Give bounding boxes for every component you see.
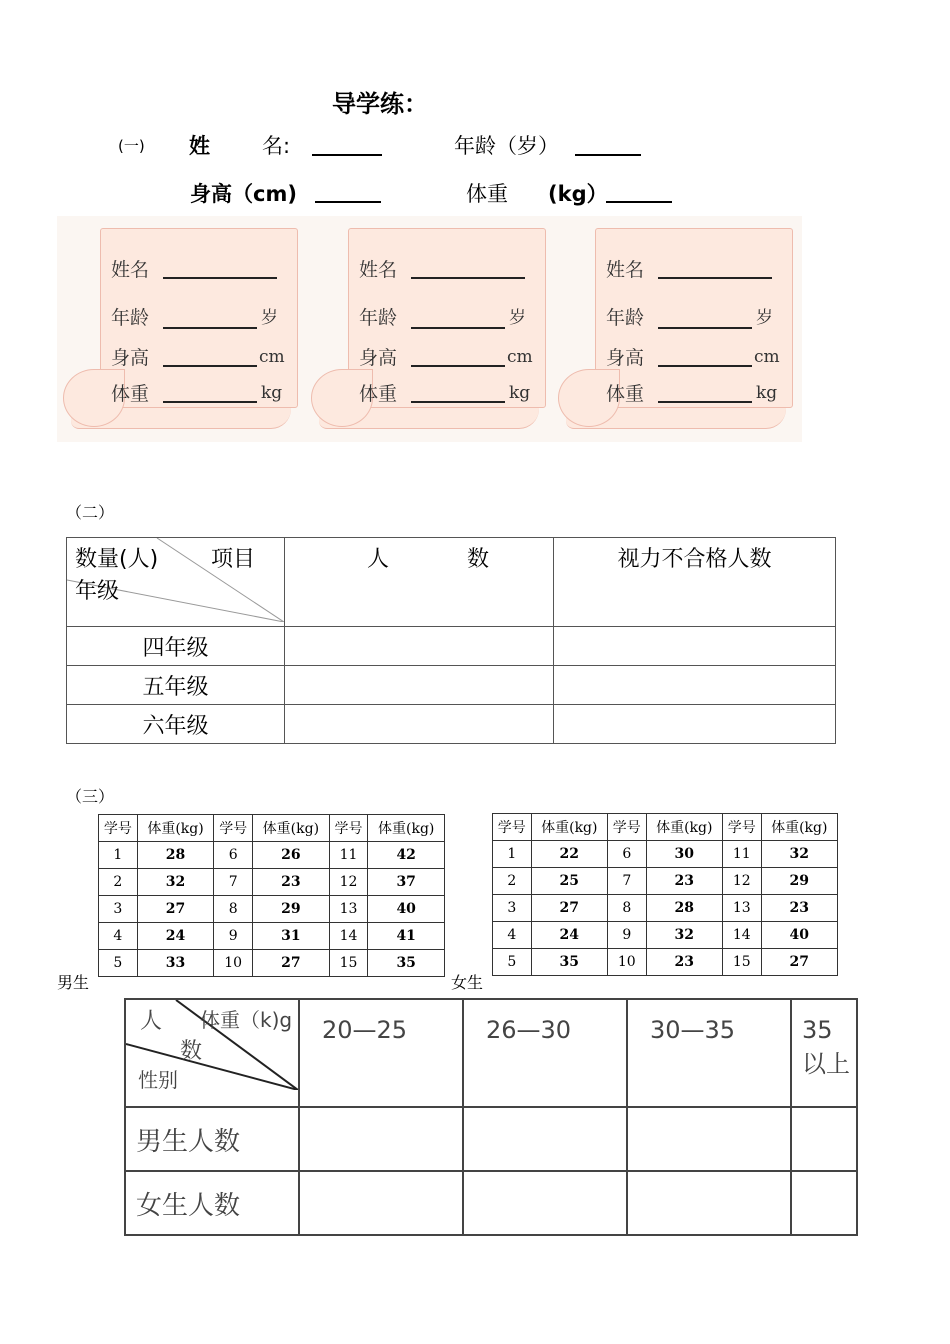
id-cell: 3 (99, 896, 138, 923)
vision-fail-header: 视力不合格人数 (554, 538, 836, 627)
id-cell: 10 (214, 950, 253, 977)
weight-cell: 23 (761, 895, 837, 922)
header-weight: 体重(kg) (761, 814, 837, 841)
id-cell: 1 (99, 842, 138, 869)
card-age-unit: 岁 (756, 308, 773, 328)
card-weight-line[interactable] (411, 401, 505, 403)
card-age-label: 年龄 (111, 307, 150, 329)
card-age-line[interactable] (411, 327, 505, 329)
header-id: 学号 (722, 814, 761, 841)
card-age-line[interactable] (163, 327, 257, 329)
range-header: 35 以上 (791, 999, 857, 1107)
people-count-cell[interactable] (285, 705, 554, 744)
card-name-label: 姓名 (606, 259, 645, 281)
name-blank[interactable] (312, 136, 382, 156)
id-cell: 12 (329, 869, 368, 896)
weight-cell: 28 (646, 895, 722, 922)
weight-summary-table (124, 998, 858, 1236)
weight-cell: 40 (368, 896, 445, 923)
weight-cell: 27 (253, 950, 330, 977)
table-row (99, 923, 445, 950)
card-name-line[interactable] (411, 277, 525, 279)
id-cell: 6 (607, 841, 646, 868)
card-height-line[interactable] (163, 365, 257, 367)
section3-label: （三） (66, 787, 115, 806)
table-row (99, 842, 445, 869)
weight-cell: 32 (646, 922, 722, 949)
weight-cell: 26 (253, 842, 330, 869)
id-cell: 11 (329, 842, 368, 869)
people-count-cell[interactable] (285, 627, 554, 666)
people-count-header (285, 538, 554, 627)
id-cell: 4 (493, 922, 532, 949)
id-cell: 2 (493, 868, 532, 895)
count-cell[interactable] (299, 1107, 463, 1171)
weight-cell: 41 (368, 923, 445, 950)
corner-quantity-label: 数量(人) (75, 547, 159, 572)
count-cell[interactable] (791, 1107, 857, 1171)
corner-people-label: 人 (140, 1009, 163, 1034)
card-height-unit: cm (259, 347, 285, 367)
card-weight-label: 体重 (606, 383, 645, 405)
weight-cell: 29 (253, 896, 330, 923)
id-cell: 5 (493, 949, 532, 976)
card-height-unit: cm (754, 347, 780, 367)
people-header-char2: 数 (467, 547, 490, 572)
weight-cell: 23 (253, 869, 330, 896)
range-header: 26—30 (463, 999, 627, 1107)
table-header-row (99, 815, 445, 842)
count-cell[interactable] (627, 1107, 791, 1171)
weight-cell: 27 (761, 949, 837, 976)
weight-cell: 24 (137, 923, 214, 950)
header-id: 学号 (99, 815, 138, 842)
header-id: 学号 (607, 814, 646, 841)
grade-row-label: 四年级 (67, 627, 285, 666)
weight-blank[interactable] (606, 183, 672, 203)
card-name-label: 姓名 (359, 259, 398, 281)
age-label: 年龄（岁） (454, 134, 559, 158)
weight-cell: 28 (137, 842, 214, 869)
table-row (99, 869, 445, 896)
weight-cell: 23 (646, 868, 722, 895)
id-cell: 15 (722, 949, 761, 976)
card-weight-label: 体重 (111, 383, 150, 405)
id-cell: 13 (722, 895, 761, 922)
name-label-char2: 名: (262, 134, 291, 158)
table-row (493, 949, 838, 976)
id-cell: 15 (329, 950, 368, 977)
weight-label: 体重 (466, 182, 508, 206)
id-cell: 8 (214, 896, 253, 923)
vision-fail-cell[interactable] (554, 666, 836, 705)
boys-count-label: 男生人数 (125, 1107, 299, 1171)
id-cell: 4 (99, 923, 138, 950)
info-card-1 (100, 228, 298, 408)
weight-unit-label: (kg） (548, 182, 608, 206)
corner-item-label: 项目 (211, 547, 256, 572)
range-header: 20—25 (299, 999, 463, 1107)
id-cell: 14 (722, 922, 761, 949)
boys-weight-table (98, 814, 445, 977)
section2-label: （二） (66, 503, 115, 522)
id-cell: 7 (607, 868, 646, 895)
weight-cell: 31 (253, 923, 330, 950)
id-cell: 14 (329, 923, 368, 950)
grade-row-label: 六年级 (67, 705, 285, 744)
card-weight-line[interactable] (658, 401, 752, 403)
weight-cell: 32 (137, 869, 214, 896)
table-row (493, 922, 838, 949)
section1-label: (一) (118, 137, 145, 155)
girls-label: 女生 (451, 973, 484, 992)
id-cell: 9 (607, 922, 646, 949)
id-cell: 7 (214, 869, 253, 896)
count-cell[interactable] (791, 1171, 857, 1235)
name-field-label (189, 130, 210, 160)
count-cell[interactable] (627, 1171, 791, 1235)
people-header-char1: 人 (367, 547, 390, 572)
weight-cell: 42 (368, 842, 445, 869)
id-cell: 10 (607, 949, 646, 976)
count-cell[interactable] (299, 1171, 463, 1235)
age-blank[interactable] (575, 136, 641, 156)
corner-weight-label: 体重（k)g (200, 1008, 293, 1032)
header-weight: 体重(kg) (368, 815, 445, 842)
people-count-cell[interactable] (285, 666, 554, 705)
weight-cell: 37 (368, 869, 445, 896)
header-weight: 体重(kg) (253, 815, 330, 842)
weight-cell: 32 (761, 841, 837, 868)
summary-corner-cell (125, 999, 299, 1107)
id-cell: 12 (722, 868, 761, 895)
vision-fail-cell[interactable] (554, 705, 836, 744)
card-height-label: 身高 (359, 347, 398, 369)
weight-cell: 30 (646, 841, 722, 868)
info-card-3 (595, 228, 793, 408)
height-blank[interactable] (315, 183, 381, 203)
range-header: 30—35 (627, 999, 791, 1107)
vision-table (66, 537, 836, 744)
count-cell[interactable] (463, 1171, 627, 1235)
girls-count-label: 女生人数 (125, 1171, 299, 1235)
height-label: 身高（cm) (190, 182, 297, 206)
weight-cell: 35 (531, 949, 607, 976)
id-cell: 13 (329, 896, 368, 923)
weight-cell: 24 (531, 922, 607, 949)
table-row (493, 868, 838, 895)
id-cell: 3 (493, 895, 532, 922)
weight-cell: 27 (137, 896, 214, 923)
card-name-line[interactable] (658, 277, 772, 279)
card-height-line[interactable] (411, 365, 505, 367)
corner-count-label: 数 (180, 1039, 203, 1064)
weight-cell: 29 (761, 868, 837, 895)
vision-fail-cell[interactable] (554, 627, 836, 666)
card-weight-label: 体重 (359, 383, 398, 405)
weight-cell: 22 (531, 841, 607, 868)
card-height-label: 身高 (606, 347, 645, 369)
table-row (493, 841, 838, 868)
weight-cell: 27 (531, 895, 607, 922)
id-cell: 5 (99, 950, 138, 977)
weight-cell: 40 (761, 922, 837, 949)
table-row (99, 896, 445, 923)
info-card-2 (348, 228, 546, 408)
girls-weight-table (492, 813, 838, 976)
header-weight: 体重(kg) (137, 815, 214, 842)
id-cell: 2 (99, 869, 138, 896)
card-height-label: 身高 (111, 347, 150, 369)
card-age-label: 年龄 (359, 307, 398, 329)
corner-gender-label: 性别 (138, 1068, 178, 1092)
weight-cell: 23 (646, 949, 722, 976)
card-height-unit: cm (507, 347, 533, 367)
weight-cell: 33 (137, 950, 214, 977)
id-cell: 8 (607, 895, 646, 922)
table-header-row (493, 814, 838, 841)
grade-row-label: 五年级 (67, 666, 285, 705)
corner-grade-label: 年级 (75, 579, 120, 604)
table-row (99, 950, 445, 977)
card-name-line[interactable] (163, 277, 277, 279)
page-title: 导学练： (332, 90, 428, 118)
card-name-label: 姓名 (111, 259, 150, 281)
card-weight-unit: kg (509, 383, 531, 403)
header-id: 学号 (329, 815, 368, 842)
card-weight-unit: kg (261, 383, 283, 403)
header-id: 学号 (493, 814, 532, 841)
id-cell: 9 (214, 923, 253, 950)
card-height-line[interactable] (658, 365, 752, 367)
name-label-char1: 姓 (189, 134, 210, 158)
boys-label: 男生 (57, 973, 90, 992)
card-age-unit: 岁 (261, 308, 278, 328)
card-age-unit: 岁 (509, 308, 526, 328)
id-cell: 1 (493, 841, 532, 868)
card-age-label: 年龄 (606, 307, 645, 329)
weight-cell: 25 (531, 868, 607, 895)
id-cell: 6 (214, 842, 253, 869)
card-age-line[interactable] (658, 327, 752, 329)
count-cell[interactable] (463, 1107, 627, 1171)
header-id: 学号 (214, 815, 253, 842)
card-weight-line[interactable] (163, 401, 257, 403)
header-weight: 体重(kg) (531, 814, 607, 841)
header-weight: 体重(kg) (646, 814, 722, 841)
weight-cell: 35 (368, 950, 445, 977)
table-row (493, 895, 838, 922)
vision-table-corner-cell (67, 538, 285, 627)
id-cell: 11 (722, 841, 761, 868)
card-weight-unit: kg (756, 383, 778, 403)
